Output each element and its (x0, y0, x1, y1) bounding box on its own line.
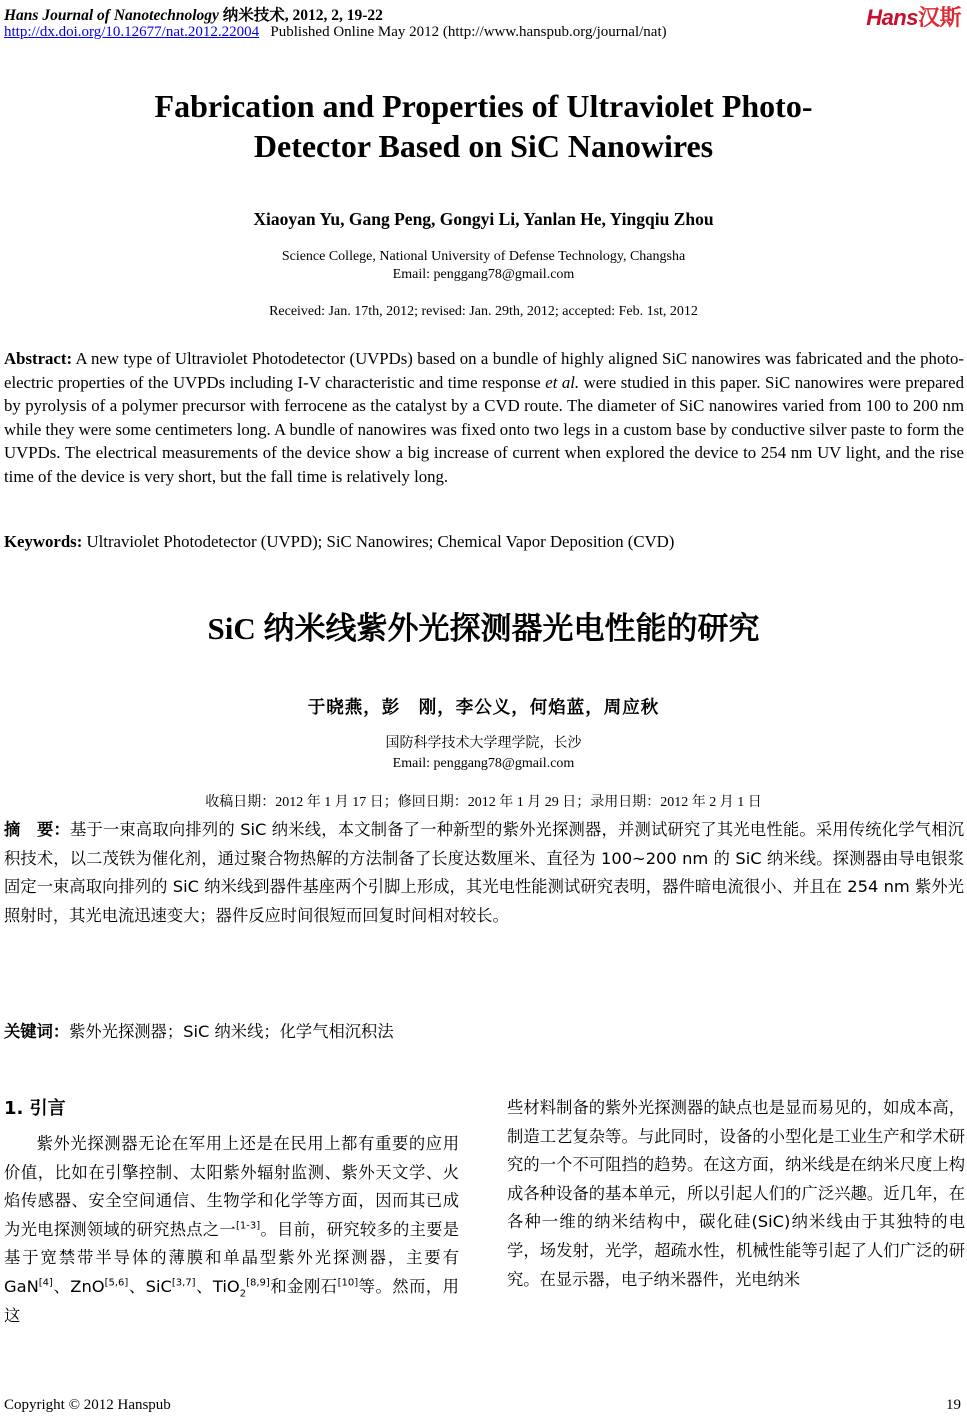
citation-ref: [4] (38, 1277, 53, 1289)
published-online: Published Online May 2012 (http://www.hanspub.org/journal/nat) (270, 24, 667, 40)
citation-ref: [8,9] (246, 1277, 270, 1289)
doi-line (4, 24, 667, 41)
abstract-cn-text: 基于一束高取向排列的 SiC 纳米线，本文制备了一种新型的紫外光探测器，并测试研究了其光电性能。采用传统化学气相沉积技术，以二茂铁为催化剂，通过聚合物热解的方法制备了长度达数厘米、直径为 100~200 nm 的 SiC 纳米线。探测器由导电银浆固定一束高取向排列的 SiC 纳米线到器件基座两个引脚上形成，其光电性能测试研究表明，器件暗电流很小、并且在 254 nm 紫外光照射时，其光电流迅速变大；器件反应时间很短而回复时间相对较长。 (4, 820, 964, 925)
received-dates-cn: 收稿日期：2012 年 1 月 17 日；修回日期：2012 年 1 月 29 日；录用日期：2012 年 2 月 1 日 (205, 795, 762, 810)
intro-paragraph-right: 些材料制备的紫外光探测器的缺点也是显而易见的，如成本高，制造工艺复杂等。与此同时，设备的小型化是工业生产和学术研究的一个不可阻挡的趋势。在这方面，纳米线是在纳米尺度上构成各种设备的基本单元，所以引起人们的广泛兴趣。近几年，在各种一维的纳米结构中，碳化硅(SiC)纳米线由于其独特的电学，场发射，光学，超疏水性，机械性能等引起了人们广泛的研究。在显示器，电子纳米器件，光电纳米 (507, 1098, 965, 1289)
abstract-cn (4, 816, 964, 930)
footer-copyright: Copyright © 2012 Hanspub (4, 1397, 171, 1413)
affiliation-en (0, 248, 967, 284)
abstract-italic: et al. (545, 372, 580, 392)
doi-link[interactable]: http://dx.doi.org/10.12677/nat.2012.22004 (4, 24, 260, 40)
citation-ref: [5,6] (104, 1277, 129, 1289)
authors-cn: 于晓燕，彭 刚，李公义，何焰蓝，周应秋 (307, 697, 660, 717)
citation-ref: [3,7] (171, 1277, 196, 1289)
journal-header (4, 3, 383, 25)
affiliation-en-text: Science College, National University of Defense Technology, Changsha (281, 249, 686, 264)
section-heading: 1. 引言 (4, 1098, 66, 1119)
page-number: 19 (946, 1397, 961, 1413)
paper-title-cn: SiC 纳米线紫外光探测器光电性能的研究 (207, 611, 760, 646)
logo-text: Hans (866, 5, 918, 30)
authors-en: Xiaoyan Yu, Gang Peng, Gongyi Li, Yanlan He, Yingqiu Zhou (253, 209, 714, 229)
body-column-left (4, 1094, 459, 1330)
hans-logo (866, 1, 961, 32)
keywords-cn-label: 关键词： (4, 1022, 70, 1041)
keywords-cn (4, 1018, 964, 1047)
subscript: 2 (239, 1288, 247, 1300)
received-dates-en: Received: Jan. 17th, 2012; revised: Jan. 29th, 2012; accepted: Feb. 1st, 2012 (269, 304, 698, 319)
keywords-text: Ultraviolet Photodetector (UVPD); SiC Nanowires; Chemical Vapor Deposition (CVD) (86, 532, 675, 551)
email-en: Email: penggang78@gmail.com (392, 267, 575, 282)
logo-text-cn: 汉斯 (917, 5, 961, 30)
abstract-text-1: A new type of Ultraviolet Photodetector (UVPDs) based on a bundle of highly aligned SiC nanowires was fabricated and the photo-electric properties of the UVPDs including I-V characteristic and time response (4, 349, 964, 392)
abstract-cn-label: 摘 要： (4, 820, 70, 839)
abstract-en (4, 347, 964, 488)
keywords-cn-text: 紫外光探测器；SiC 纳米线；化学气相沉积法 (69, 1022, 394, 1041)
intro-text: 等。然而，用这 (4, 1276, 459, 1325)
abstract-label: Abstract: (4, 349, 73, 368)
intro-text: 紫外光探测器无论在军用上还是在民用上都有重要的应用价值，比如在引擎控制、太阳紫外辐射监测、紫外天文学、火焰传感器、安全空间通信、生物学和化学等方面，因而其已成为光电探测领域的研究热点之一 (4, 1134, 459, 1239)
intro-text: 。目前，研究较多的主要是基于宽禁带半导体的薄膜和单晶型紫外光探测器，主要有 GaN (4, 1219, 459, 1296)
intro-text: 、SiC (128, 1276, 172, 1296)
intro-paragraph-left (4, 1130, 459, 1330)
journal-name: Hans Journal of Nanotechnology (4, 7, 219, 24)
keywords-en (4, 530, 964, 554)
citation-ref: [10] (337, 1277, 359, 1289)
email-cn: Email: penggang78@gmail.com (392, 756, 575, 771)
intro-text: 、ZnO (52, 1276, 105, 1296)
intro-text: 和金刚石 (269, 1276, 338, 1296)
keywords-label: Keywords: (4, 532, 83, 551)
paper-title-en: Fabrication and Properties of Ultraviolet Photo-Detector Based on SiC Nanowires (154, 88, 813, 164)
abstract-text-2: were studied in this paper. SiC nanowires were prepared by pyrolysis of a polymer precursor with ferrocene as the catalyst by a CVD route. The diameter of SiC nanowires varied from 100 to 200 nm while they were some centimeters long. A bundle of nanowires was fixed onto two legs in a custom base by conductive silver paste to form the UVPDs. The electrical measurements of the device show a big increase of current when explored the device to 254 nm UV light, and the rise time of the device is very short, but the fall time is relatively long. (4, 372, 964, 486)
affiliation-cn (0, 734, 967, 774)
body-column-right (507, 1094, 965, 1294)
affiliation-cn-text: 国防科学技术大学理学院，长沙 (385, 736, 582, 751)
citation-ref: [1-3] (236, 1220, 261, 1232)
intro-text: 、TiO (195, 1276, 240, 1296)
journal-issue: 纳米技术, 2012, 2, 19-22 (222, 7, 383, 24)
